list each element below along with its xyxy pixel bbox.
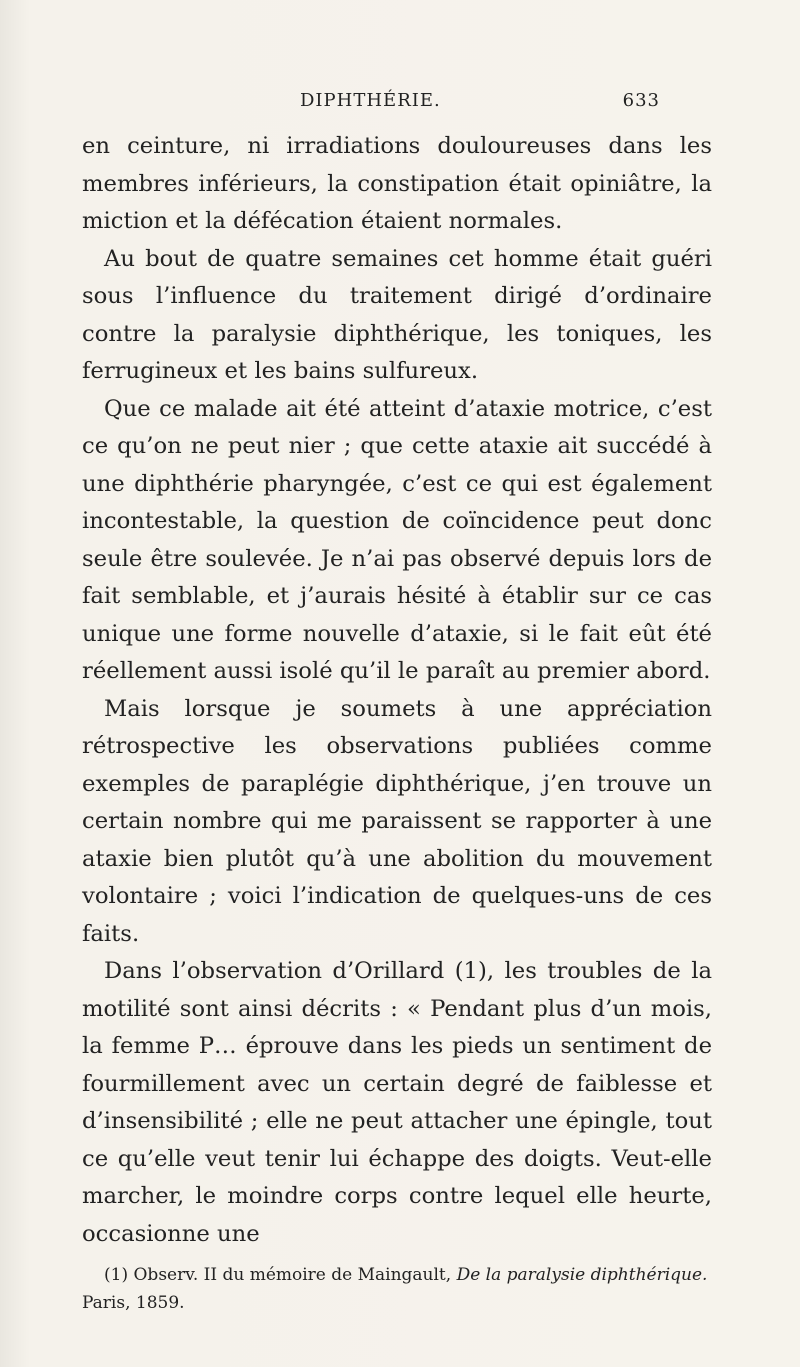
paragraph-3: Que ce malade ait été atteint d’ataxie motrice, c’est ce qu’on ne peut nier ; que cette ataxie ait succédé à une diphthérie pharyngée, c’est ce qui est également incontestable, la question de coïncidence peut donc seule être soulevée. Je n’ai pas observé depuis lors de fait semblable, et j’aurais hésité à établir sur ce cas unique une forme nouvelle d’ataxie, si le fait eût été réellement aussi isolé qu’il le paraît au premier abord. [82,395,712,684]
footnote-text [82,1261,712,1317]
footnote-before: Observ. II du mémoire de Maingault, [133,1265,452,1285]
footnote-title: De la paralysie diphthérique. [456,1265,708,1285]
footnote-after: Paris, 1859. [82,1293,185,1313]
page-number: 633 [622,90,660,111]
footnote-marker: (1) [104,1265,129,1285]
paragraph-5: Dans l’observation d’Orillard (1), les troubles de la motilité sont ainsi décrits : « Pendant plus d’un mois, la femme P… éprouve dans les pieds un sentiment de fourmillement avec un certain degré de faiblesse et d’insensibilité ; elle ne peut attacher une épingle, tout ce qu’elle veut tenir lui échappe des doigts. Veut-elle marcher, le moindre corps contre lequel elle heurte, occasionne une [82,958,712,1247]
running-title: DIPHTHÉRIE. [300,90,441,111]
footnote [82,1261,712,1317]
paragraph-2: Au bout de quatre semaines cet homme était guéri sous l’influence du traitement dirigé d’ordinaire contre la paralysie diphthérique, les toniques, les ferrugineux et les bains sulfureux. [82,245,712,384]
paragraph-1: en ceinture, ni irradiations douloureuses dans les membres inférieurs, la constipation était opiniâtre, la miction et la défécation étaient normales. [82,133,712,234]
running-header [300,90,660,114]
body-text [82,128,712,1253]
paragraph-4: Mais lorsque je soumets à une appréciation rétrospective les observations publiées comme exemples de paraplégie diphthérique, j’en trouve un certain nombre qui me paraissent se rapporter à une ataxie bien plutôt qu’à une abolition du mouvement volontaire ; voici l’indication de quelques-uns de ces faits. [82,695,712,947]
